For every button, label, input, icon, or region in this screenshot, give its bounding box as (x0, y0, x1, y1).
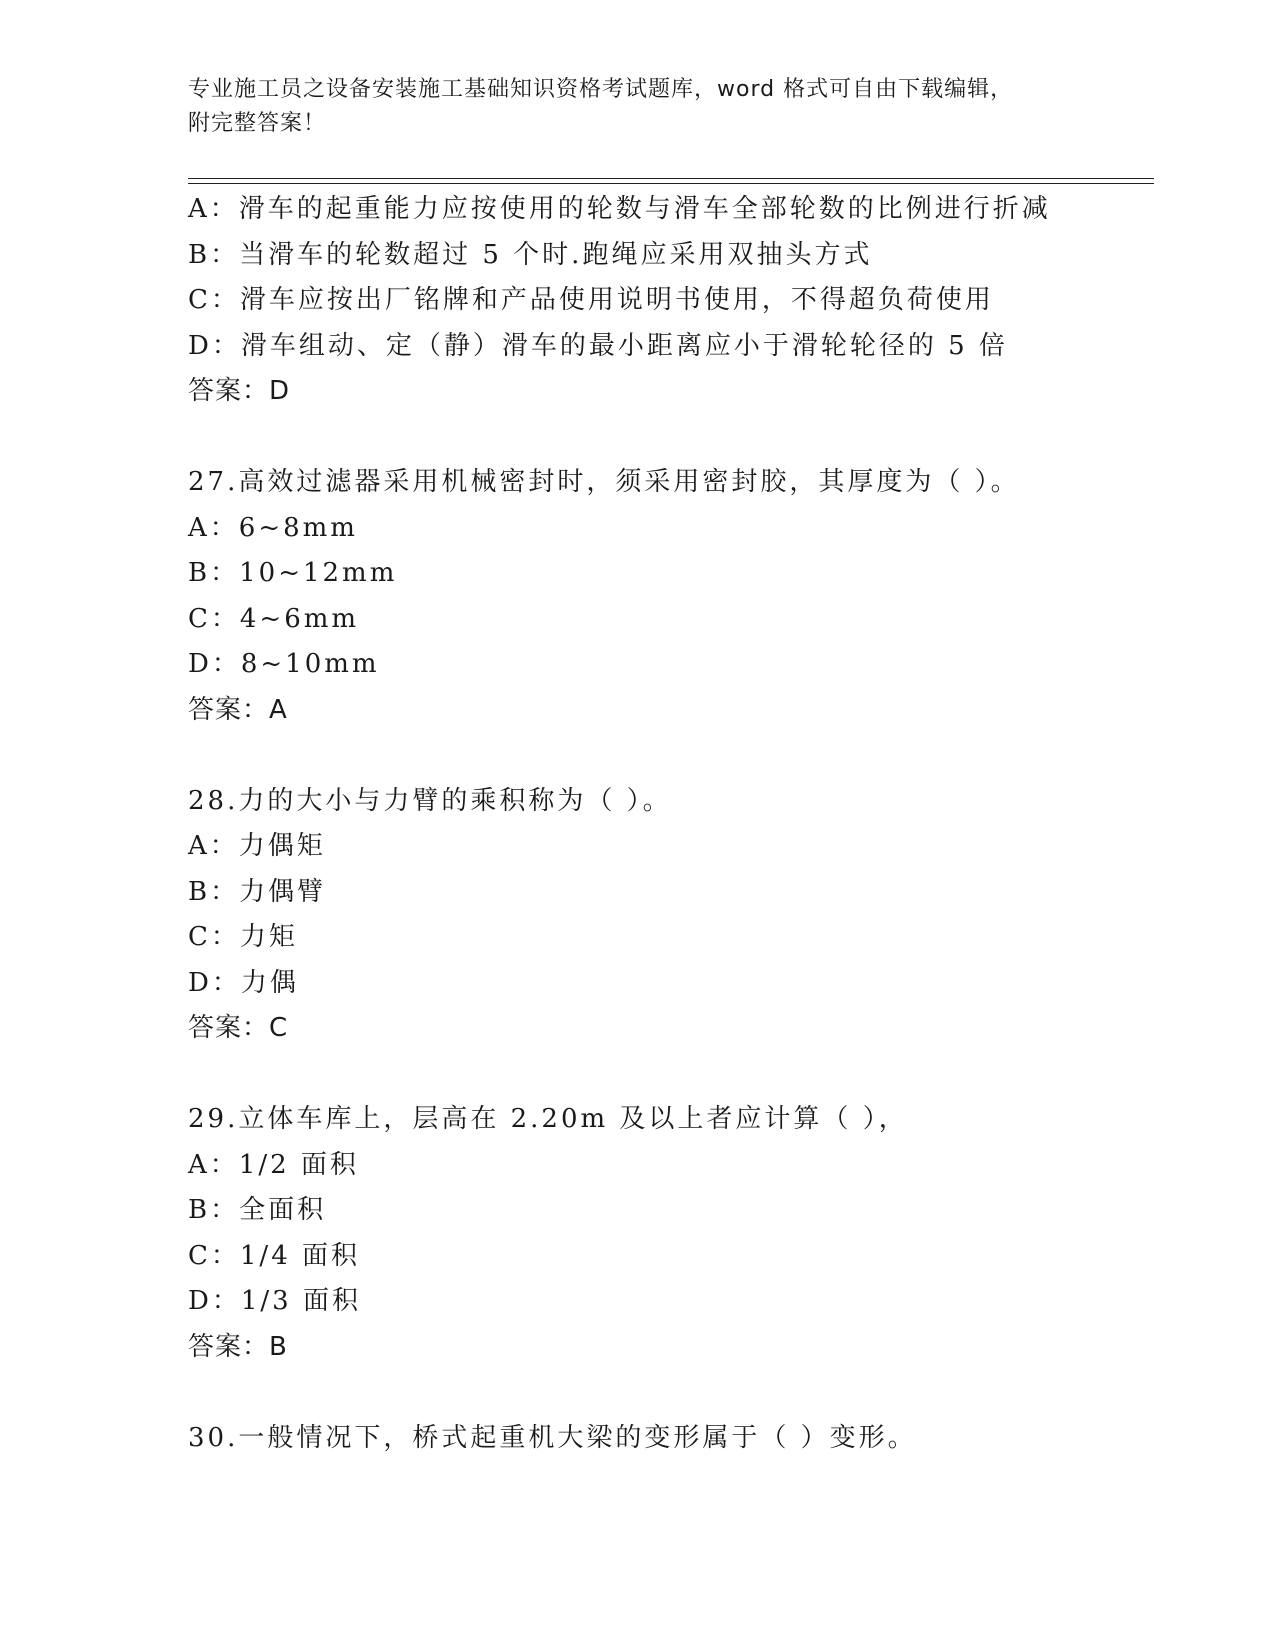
option-d: D：力偶 (188, 967, 299, 998)
document-header (188, 73, 1088, 141)
header-divider-bottom (188, 183, 1154, 184)
header-line-2: 附完整答案！ (188, 111, 327, 136)
question-28 (188, 779, 1168, 1052)
header-line-1: 专业施工员之设备安装施工基础知识资格考试题库，word 格式可自由下载编辑， (188, 77, 1014, 102)
option-d: D：1/3 面积 (188, 1286, 361, 1316)
spacer (188, 733, 1168, 779)
option-a: A：力偶矩 (188, 831, 326, 861)
question-stem: 27.高效过滤器采用机械密封时，须采用密封胶，其厚度为（ ）。 (188, 467, 1020, 497)
option-a: A：6~8mm (188, 512, 358, 543)
question-stem: 30.一般情况下，桥式起重机大梁的变形属于（ ）变形。 (188, 1422, 917, 1453)
question-stem: 29.立体车库上，层高在 2.20m 及以上者应计算（ ）， (188, 1104, 908, 1134)
option-c: C：力矩 (188, 922, 298, 952)
question-29 (188, 1097, 1168, 1370)
spacer (188, 1052, 1168, 1098)
option-a: A：1/2 面积 (188, 1149, 359, 1180)
question-27 (188, 460, 1168, 733)
header-divider-top (188, 178, 1154, 179)
option-d: D：滑车组动、定（静）滑车的最小距离应小于滑轮轮径的 5 倍 (188, 330, 1008, 361)
option-b: B：全面积 (188, 1195, 327, 1225)
option-d: D：8~10mm (188, 649, 380, 679)
answer: 答案：D (188, 376, 291, 406)
option-c: C：1/4 面积 (188, 1240, 361, 1271)
option-a: A：滑车的起重能力应按使用的轮数与滑车全部轮数的比例进行折减 (188, 194, 1051, 224)
option-b: B：力偶臂 (188, 876, 327, 907)
question-list (188, 187, 1168, 1461)
answer: 答案：B (188, 1331, 288, 1362)
spacer (188, 415, 1168, 461)
option-c: C：滑车应按出厂铭牌和产品使用说明书使用，不得超负荷使用 (188, 285, 994, 315)
spacer (188, 1370, 1168, 1416)
option-c: C：4~6mm (188, 603, 360, 634)
option-b: B：10~12mm (188, 558, 398, 588)
answer: 答案：C (188, 1013, 289, 1043)
question-26 (188, 187, 1168, 415)
question-30 (188, 1416, 1168, 1462)
option-b: B：当滑车的轮数超过 5 个时.跑绳应采用双抽头方式 (188, 239, 873, 270)
answer: 答案：A (188, 694, 288, 725)
question-stem: 28.力的大小与力臂的乘积称为（ ）。 (188, 785, 672, 816)
